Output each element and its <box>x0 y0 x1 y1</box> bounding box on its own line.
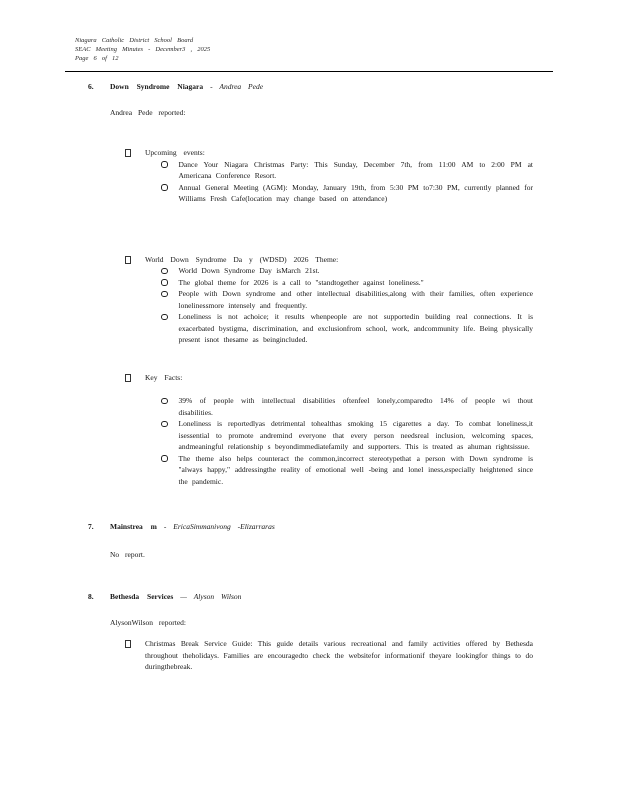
circle-bullet-icon <box>161 398 168 405</box>
square-bullet-icon <box>125 256 131 264</box>
list-item <box>161 311 533 346</box>
list-item <box>161 418 533 453</box>
square-bullet-icon <box>125 640 131 648</box>
minutes-content <box>88 81 533 673</box>
list-item <box>161 159 533 182</box>
section-author: - Andrea Pede <box>210 82 264 91</box>
list-item <box>161 453 533 488</box>
bullet-christmas-break-service-guide <box>125 638 533 673</box>
circle-bullet-icon <box>161 421 168 428</box>
header-minutes-title: SEAC Meeting Minutes - December3 , 2025 <box>75 46 211 53</box>
section-heading-down-syndrome-niagara <box>88 81 533 93</box>
bullet-group-wdsd-theme <box>125 254 533 266</box>
list-item <box>161 395 533 418</box>
square-bullet-icon <box>125 374 131 382</box>
list-item <box>161 288 533 311</box>
circle-bullet-icon <box>161 291 168 298</box>
square-bullet-icon <box>125 149 131 157</box>
section-heading-bethesda-services <box>88 591 533 603</box>
section-title: Bethesda Services <box>110 592 174 601</box>
circle-bullet-icon <box>161 268 168 275</box>
section-heading-mainstream <box>88 521 533 533</box>
section-intro: No report. <box>110 549 145 559</box>
bullet-group-upcoming-events <box>125 147 533 159</box>
section-author: - EricaSimmanivong -Elizarraras <box>163 522 275 531</box>
list-item-text: Dance Your Niagara Christmas Party: This Sunday, December 7th, from 11:00 AM to 2:00 PM at Americana Conference Resort. <box>178 159 533 180</box>
circle-bullet-icon <box>161 314 168 321</box>
circle-bullet-icon <box>161 279 168 286</box>
section-number: 7. <box>88 522 94 531</box>
section-author: — Alyson Wilson <box>180 592 242 601</box>
list-item <box>161 265 533 277</box>
section-title: Mainstrea m <box>110 522 157 531</box>
section-number: 8. <box>88 592 94 601</box>
list-item <box>161 277 533 289</box>
page-header <box>75 36 618 63</box>
list-item-text: Annual General Meeting (AGM): Monday, January 19th, from 5:30 PM to7:30 PM, currently planned for Williams Fresh Cafe(location may change based on attendance) <box>178 182 533 203</box>
list-item-text: People with Down syndrome and other intellectual disabilities,along with their families, often experience lonelinessmore intensely and frequently. <box>178 289 533 310</box>
bullet-group-key-facts <box>125 372 533 384</box>
circle-bullet-icon <box>161 184 168 191</box>
section-intro: AlysonWilson reported: <box>110 617 186 627</box>
circle-bullet-icon <box>161 455 168 462</box>
bullet-group-label: World Down Syndrome Da y (WDSD) 2026 Theme: <box>145 254 339 264</box>
list-item-text: Loneliness is reportedlyas detrimental tohealthas smoking 15 cigarettes a day. To combat loneliness,it isessential to promote andremind everyone that every person needsreal inclusion, welcoming spaces, andmeaningful relationship s beyondimmediatefamily and supporters. This is treated as ahuman rightsissue. <box>178 419 533 451</box>
list-item-text: The theme also helps counteract the common,incorrect stereotypethat a person with Down syndrome is "always happy," addressingthe reality of emotional well -being and lonel iness,especially heightened since the pandemic. <box>178 453 533 486</box>
list-item-text: The global theme for 2026 is a call to "standtogether against loneliness." <box>178 277 424 287</box>
section-title: Down Syndrome Niagara <box>110 82 204 91</box>
header-divider-rule <box>65 71 553 72</box>
header-board-name: Niagara Catholic District School Board <box>75 37 194 44</box>
list-item-text: 39% of people with intellectual disabilities oftenfeel lonely,comparedto 14% of people wi thout disabilities. <box>178 396 533 417</box>
header-page-number: Page 6 of 12 <box>75 55 119 62</box>
list-item-text: Christmas Break Service Guide: This guide details various recreational and family activities offered by Bethesda throughout theholidays. Families are encouragedto check the websitefor informationif theyare lookingfor things to do duringthebreak. <box>145 639 533 671</box>
section-intro: Andrea Pede reported: <box>110 107 186 117</box>
list-item <box>161 182 533 205</box>
bullet-group-label: Key Facts: <box>145 372 183 382</box>
bullet-group-label: Upcoming events: <box>145 148 205 157</box>
circle-bullet-icon <box>161 161 168 168</box>
list-item-text: Loneliness is not achoice; it results whenpeople are not supportedin building real connections. It is exacerbated bystigma, discrimination, and exclusionfrom school, work, andcommunity life. Being physically present isnot thesame as beingincluded. <box>178 312 533 344</box>
section-number: 6. <box>88 82 94 91</box>
list-item-text: World Down Syndrome Day isMarch 21st. <box>178 266 320 275</box>
